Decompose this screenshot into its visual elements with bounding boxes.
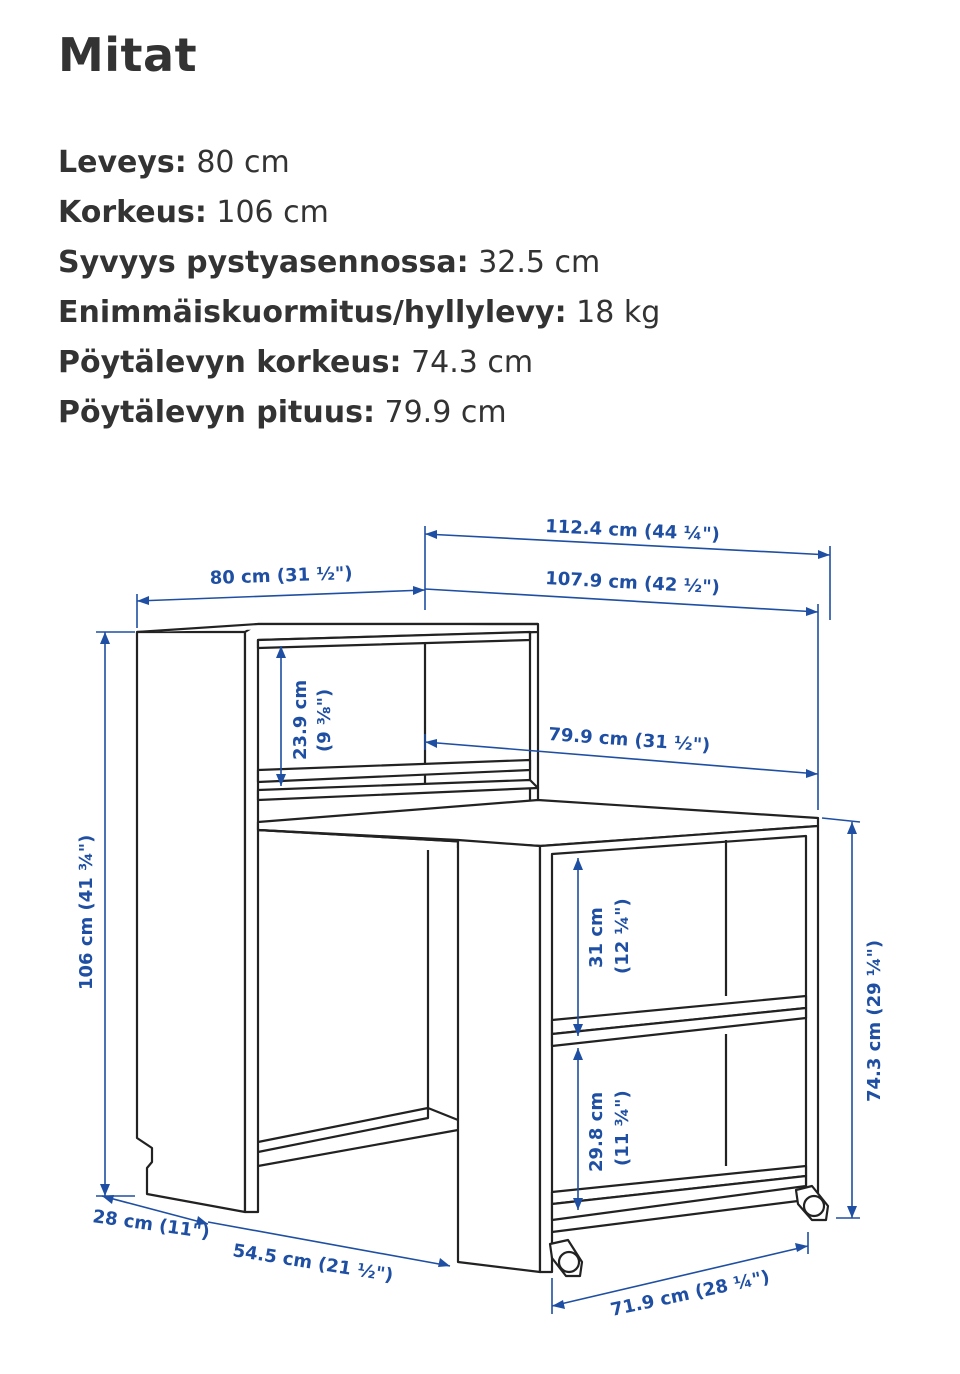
spec-value: 79.9 cm [384, 395, 507, 430]
dim-base-depth: 54.5 cm (21 ½") [231, 1240, 395, 1287]
spec-row-max-load [58, 288, 660, 338]
rolling-cart [458, 826, 828, 1276]
dim-shelf-lower: 29.8 cm [586, 1091, 607, 1172]
spec-label: Pöytälevyn pituus: [58, 395, 375, 430]
dim-total-height: 106 cm (41 ¾") [76, 834, 97, 990]
spec-row-width [58, 138, 660, 188]
spec-row-desk-height [58, 338, 660, 388]
spec-label: Korkeus: [58, 195, 207, 230]
dimension-drawing [0, 470, 960, 1350]
dim-desk-height: 74.3 cm (29 ¼") [864, 939, 885, 1102]
dim-shelf-upper-in: (12 ¼") [612, 898, 633, 974]
spec-value: 18 kg [576, 295, 661, 330]
dim-width: 80 cm (31 ½") [209, 563, 353, 589]
spec-list [58, 138, 660, 438]
spec-row-height [58, 188, 660, 238]
dim-cart-width: 71.9 cm (28 ¼") [608, 1266, 772, 1321]
dim-overall-length: 112.4 cm (44 ¼") [544, 516, 721, 546]
page-title: Mitat [58, 28, 198, 82]
dim-top-shelf-height-in: (9 ⅜") [314, 688, 335, 752]
spec-value: 74.3 cm [411, 345, 534, 380]
dim-side-depth: 28 cm (11") [91, 1206, 211, 1244]
spec-label: Syvyys pystyasennossa: [58, 245, 469, 280]
spec-value: 106 cm [216, 195, 329, 230]
dim-shelf-upper: 31 cm [586, 907, 607, 968]
caster-front [550, 1240, 582, 1276]
spec-label: Pöytälevyn korkeus: [58, 345, 402, 380]
caster-back [796, 1186, 828, 1220]
dim-top-shelf-height: 23.9 cm [290, 679, 311, 760]
dim-desktop-length: 79.9 cm (31 ½") [547, 724, 711, 757]
spec-label: Leveys: [58, 145, 187, 180]
dim-extended-length: 107.9 cm (42 ½") [544, 568, 721, 599]
dim-shelf-lower-in: (11 ¾") [612, 1090, 633, 1166]
spec-row-depth [58, 238, 660, 288]
spec-label: Enimmäiskuormitus/hyllylevy: [58, 295, 567, 330]
spec-row-desk-length [58, 388, 660, 438]
spec-value: 80 cm [196, 145, 290, 180]
spec-value: 32.5 cm [478, 245, 601, 280]
